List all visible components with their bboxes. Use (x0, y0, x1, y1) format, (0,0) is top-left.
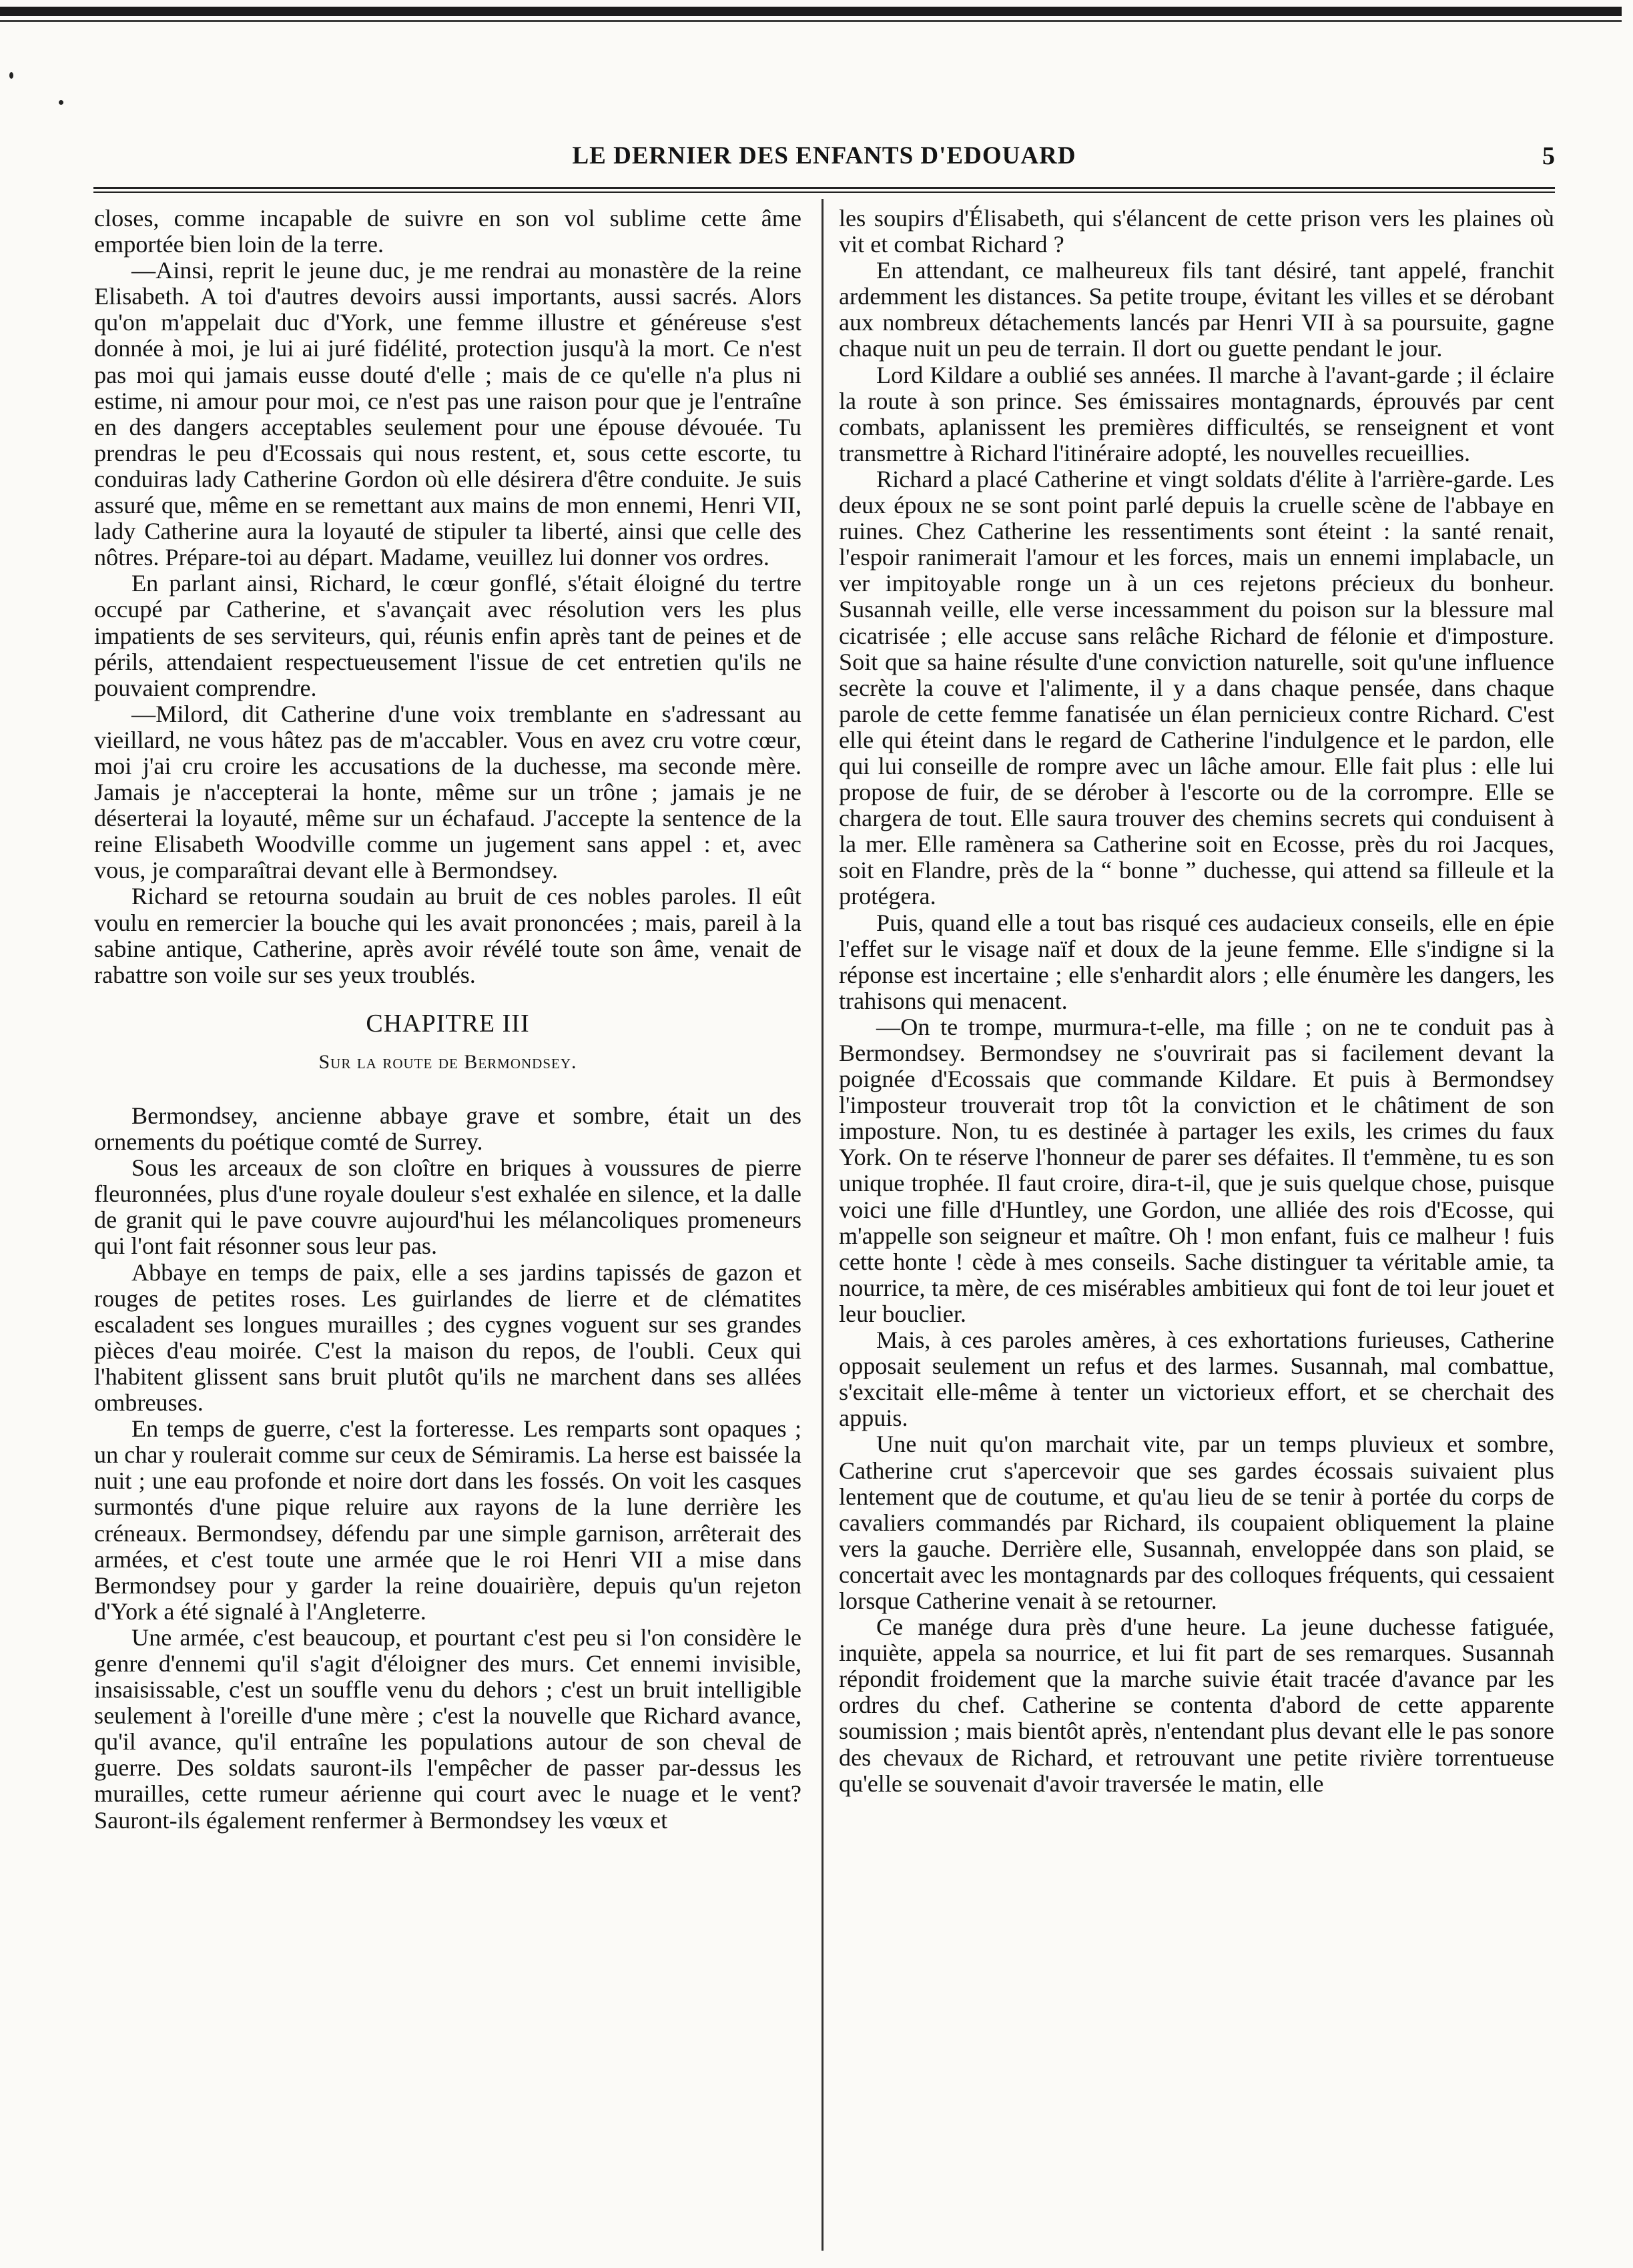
paragraph: —Milord, dit Catherine d'une voix tremblante en s'adressant au vieillard, ne vous hâtez pas de m'accabler. Vous en avez cru votre cœur, moi j'ai cru croire les accusations de la duchesse, ma seconde mère. Jamais je n'accepterai la honte, même sur un trône ; jamais je ne déserterai la loyauté, même sur un échafaud. J'accepte la sentence de la reine Elisabeth Woodville comme un jugement sans appel : et, avec vous, je comparaîtrai devant elle à Bermondsey. (94, 700, 801, 884)
paragraph: —On te trompe, murmura-t-elle, ma fille ; on ne te conduit pas à Bermondsey. Bermondsey ne s'ouvrirait pas si facilement devant la poignée d'Ecossais que commande Kildare. Et puis à Bermondsey l'imposteur trouverait trop tôt la conviction et le châtiment de son imposture. Non, tu es destinée à partager les exils, les crimes du faux York. On te réserve l'honneur de parer ses défaites. Il t'emmène, tu es son unique trophée. Il faut croire, dira-t-il, que je suis quelque chose, puisque voici une fille d'Huntley, une Gordon, une alliée des rois d'Ecosse, qui m'appelle son seigneur et maître. Oh ! mon enfant, fuis ce malheur ! fuis cette honte ! cède à mes conseils. Sache distinguer ta véritable amie, ta nourrice, ta mère, de ces misérables ambitieux qui font de toi leur jouet et leur bouclier. (839, 1013, 1554, 1327)
left-column (94, 206, 801, 1834)
paragraph: closes, comme incapable de suivre en son vol sublime cette âme emportée bien loin de la terre. (94, 205, 801, 258)
header-rule (93, 187, 1555, 189)
paragraph: Puis, quand elle a tout bas risqué ces audacieux conseils, elle en épie l'effet sur le visage naïf et doux de la jeune femme. Elle s'indigne si la réponse est incertaine ; elle s'enhardit alors ; elle énumère les dangers, les trahisons qui menacent. (839, 909, 1554, 1014)
paragraph: —Ainsi, reprit le jeune duc, je me rendrai au monastère de la reine Elisabeth. A toi d'autres devoirs aussi importants, aussi sacrés. Alors qu'on m'appelait duc d'York, une femme illustre et généreuse s'est donnée à moi, je lui ai juré fidélité, protection jusqu'à la mort. Ce n'est pas moi qui jamais eusse douté d'elle ; mais de ce qu'elle n'a plus ni estime, ni amour pour moi, ce n'est pas une raison pour que je l'entraîne en des dangers acceptables seulement pour une épouse dévouée. Tu prendras le peu d'Ecossais qui nous restent, et, sous cette escorte, tu conduiras lady Catherine Gordon où elle désirera d'être conduite. Je suis assuré que, même en se remettant aux mains de mon ennemi, Henri VII, lady Catherine aura la loyauté de stipuler ta liberté, ainsi que celle des nôtres. Prépare-toi au départ. Madame, veuillez lui donner vos ordres. (94, 257, 801, 571)
paragraph: En attendant, ce malheureux fils tant désiré, tant appelé, franchit ardemment les distances. Sa petite troupe, évitant les villes et se dérobant aux nombreux détachements lancés par Henri VII à sa poursuite, gagne chaque nuit un peu de terrain. Il dort ou guette pendant le jour. (839, 257, 1554, 362)
paragraph: Mais, à ces paroles amères, à ces exhortations furieuses, Catherine opposait seulement un refus et des larmes. Susannah, mal combattue, s'excitait elle-même à tenter un victorieux effort, et se cherchait des appuis. (839, 1327, 1554, 1432)
paragraph: En temps de guerre, c'est la forteresse. Les remparts sont opaques ; un char y roulerait comme sur ceux de Sémiramis. La herse est baissée la nuit ; une eau profonde et noire dort dans les fossés. On voit les casques surmontés d'une pique reluire aux rayons de la lune derrière les créneaux. Bermondsey, défendu par une simple garnison, arrêterait des armées, et c'est toute une armée que le roi Henri VII a mise dans Bermondsey pour y garder la reine douairière, depuis qu'un rejeton d'York a été signalé à l'Angleterre. (94, 1415, 801, 1625)
print-speck (9, 72, 13, 79)
paragraph: Une armée, c'est beaucoup, et pourtant c'est peu si l'on considère le genre d'ennemi qu'il s'agit d'éloigner des murs. Cet ennemi invisible, insaisissable, c'est un souffle venu du dehors ; c'est un bruit intelligible seulement à l'oreille d'une mère ; c'est la nouvelle que Richard avance, qu'il avance, qu'il entraîne les populations autour de son cheval de guerre. Des soldats sauront-ils l'empêcher de passer par-dessus les murailles, cette rumeur aérienne qui court avec le nuage et le vent? Sauront-ils également renfermer à Bermondsey les vœux et (94, 1623, 801, 1834)
paragraph: Sous les arceaux de son cloître en briques à voussures de pierre fleuronnées, plus d'une royale douleur s'est exhalée en silence, et la dalle de granit qui le pave couvre aujourd'hui les mélancoliques promeneurs qui l'ont fait résonner sous leur pas. (94, 1154, 801, 1260)
print-speck (59, 100, 63, 105)
chapter-title: CHAPITRE III (366, 1009, 530, 1038)
chapter-subtitle: Sur la route de Bermondsey. (318, 1050, 577, 1073)
paragraph: En parlant ainsi, Richard, le cœur gonflé, s'était éloigné du tertre occupé par Catherine, et s'avançait avec résolution vers les plus impatients de ses serviteurs, qui, réunis enfin après tant de peines et de périls, attendaient respectueusement l'issue de cet entretien qu'ils ne pouvaient comprendre. (94, 570, 801, 701)
running-title: LE DERNIER DES ENFANTS D'EDOUARD (572, 142, 1076, 169)
paragraph: les soupirs d'Élisabeth, qui s'élancent de cette prison vers les plaines où vit et combat Richard ? (839, 205, 1554, 258)
column-divider (822, 199, 824, 2251)
page-number: 5 (1542, 142, 1555, 170)
right-column (839, 206, 1554, 1797)
paragraph: Abbaye en temps de paix, elle a ses jardins tapissés de gazon et rouges de petites roses. Les guirlandes de lierre et de clématites escaladent ses longues murailles ; des cygnes voguent sur ses grandes pièces d'eau moirée. C'est la maison du repos, de l'oubli. Ceux qui l'habitent glissent sans bruit plutôt qu'ils ne marchent dans ses allées ombreuses. (94, 1258, 801, 1417)
paragraph: Richard a placé Catherine et vingt soldats d'élite à l'arrière-garde. Les deux époux ne se sont point parlé depuis la cruelle scène de l'abbaye en ruines. Chez Catherine les ressentiments sont éteint : la santé renait, l'espoir ranimerait l'amour et les forces, mais un ennemi implabacle, un ver impitoyable ronge un à un ces rejetons précieux du bonheur. Susannah veille, elle verse incessamment du poison sur la blessure mal cicatrisée ; elle accuse sans relâche Richard de félonie et d'imposture. Soit que sa haine résulte d'une conviction naturelle, soit qu'une influence secrète la couve et l'alimente, il y a dans chaque pensée, dans chaque parole de cette femme fanatisée un élan pernicieux contre Richard. C'est elle qui éteint dans le regard de Catherine l'indulgence et le pardon, elle qui lui conseille de rompre avec un lâche amour. Elle fait plus : elle lui propose de fuir, de se dérober à l'escorte ou de la corrompre. Elle se chargera de tout. Elle saura trouver des chemins secrets qui conduisent à la mer. Elle ramènera sa Catherine soit en Ecosse, près du roi Jacques, soit en Flandre, près de la “ bonne ” duchesse, qui attend sa filleule et la protégera. (839, 465, 1554, 910)
paragraph: Ce manége dura près d'une heure. La jeune duchesse fatiguée, inquiète, appela sa nourrice, et lui fit part de ses remarques. Susannah répondit froidement que la marche suivie était tracée d'avance par les ordres du chef. Catherine se contenta d'abord de cette apparente soumission ; mais bientôt après, n'entendant plus devant elle le pas sonore des chevaux de Richard, et retrouvant une petite rivière torrentueuse qu'elle se souvenait d'avoir traversée le matin, elle (839, 1613, 1554, 1797)
top-border-thin-rule (0, 20, 1622, 22)
paragraph: Lord Kildare a oublié ses années. Il marche à l'avant-garde ; il éclaire la route à son prince. Ses émissaires montagnards, éprouvés par cent combats, aplanissent les premières difficultés, se renseignent et vont transmettre à Richard l'itinéraire adopté, les nouvelles recueillies. (839, 361, 1554, 466)
paragraph: Une nuit qu'on marchait vite, par un temps pluvieux et sombre, Catherine crut s'apercevoir que ses gardes écossais suivaient plus lentement que de coutume, et qu'au lieu de se tenir à portée du corps de cavaliers commandés par Richard, ils coupaient obliquement la plaine vers la gauche. Derrière elle, Susannah, enveloppée dans son plaid, se concertait avec les montagnards par des colloques fréquents, qui cessaient lorsque Catherine venait à se retourner. (839, 1431, 1554, 1614)
running-header (93, 141, 1555, 184)
paragraph: Richard se retourna soudain au bruit de ces nobles paroles. Il eût voulu en remercier la bouche qui les avait prononcées ; mais, pareil à la sabine antique, Catherine, après avoir révélé toute son âme, venait de rabattre son voile sur ses yeux troublés. (94, 883, 801, 988)
header-rule-double (93, 192, 1555, 193)
paragraph: Bermondsey, ancienne abbaye grave et sombre, était un des ornements du poétique comté de Surrey. (94, 1102, 801, 1156)
top-border-rule (0, 7, 1622, 16)
